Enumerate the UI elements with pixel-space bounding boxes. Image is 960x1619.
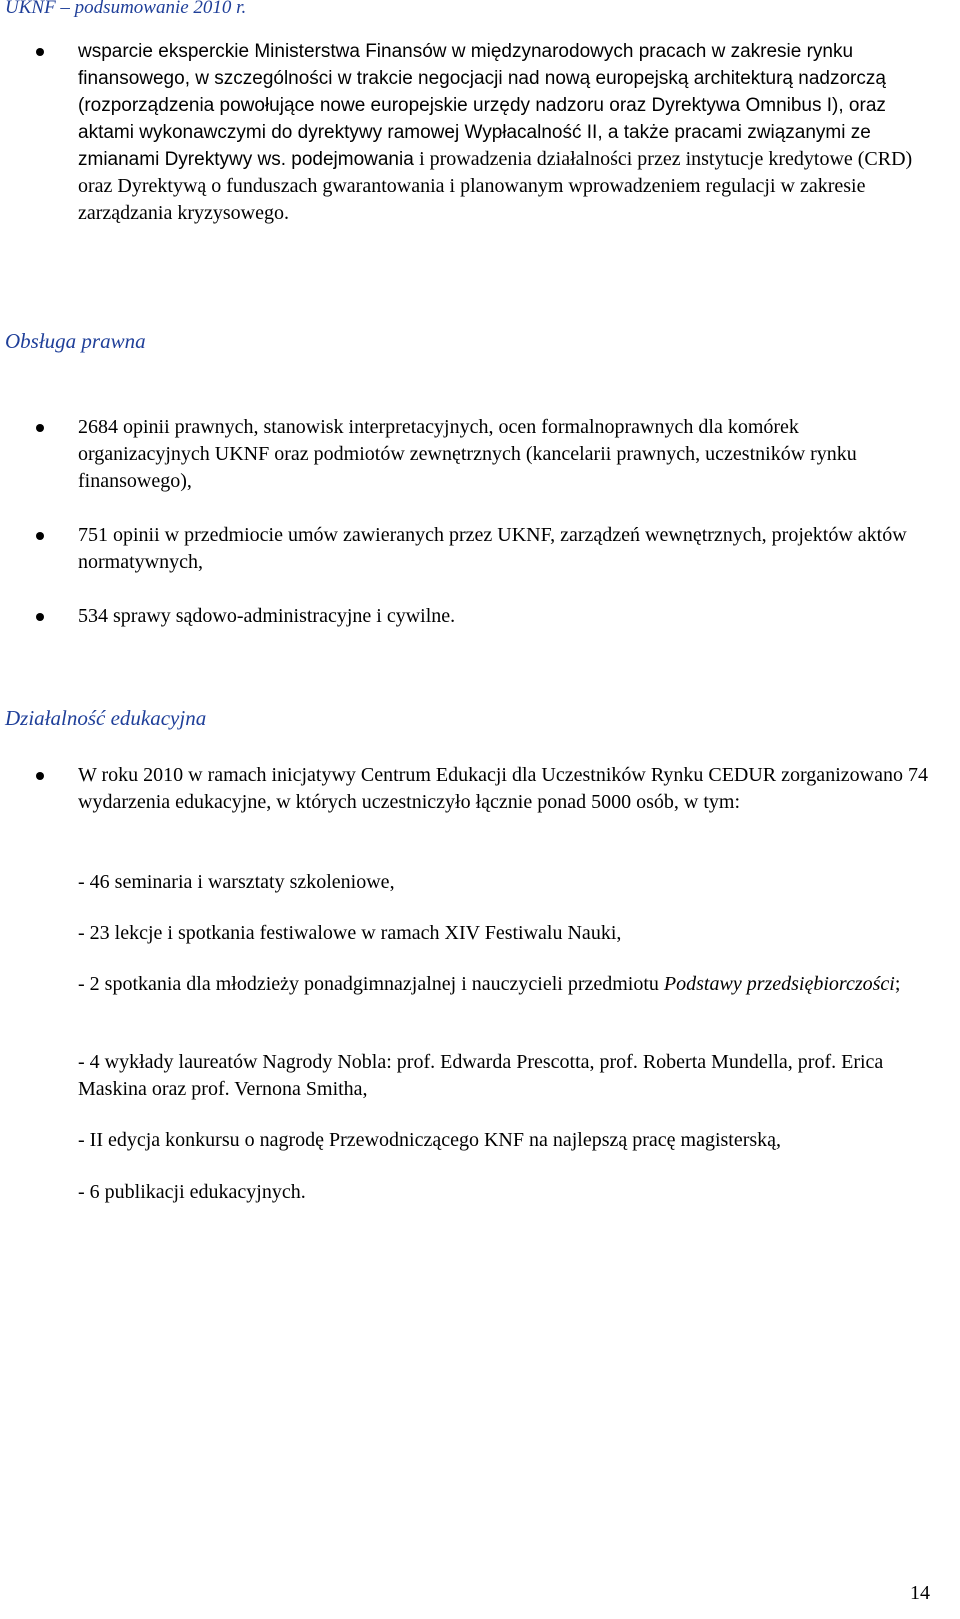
- intro-list: [0, 38, 930, 227]
- sub-item-text: ;: [894, 973, 901, 995]
- education-intro-text: W roku 2010 w ramach inicjatywy Centrum Edukacji dla Uczestników Rynku CEDUR zorganizowano 74 wydarzenia edukacyjne, w których uczestniczyło łącznie ponad 5000 osób, w tym:: [78, 764, 928, 813]
- bullet-icon: [36, 48, 44, 56]
- legal-item-text: 2684 opinii prawnych, stanowisk interpretacyjnych, ocen formalnoprawnych dla komórek organizacyjnych UKNF oraz podmiotów zewnętrznych (kancelarii prawnych, uczestników rynku finansowego),: [78, 416, 857, 492]
- legal-list-3: [0, 603, 930, 630]
- page-number: 14: [910, 1582, 930, 1604]
- education-sub-item: [78, 971, 938, 998]
- list-item: [0, 522, 930, 576]
- education-sub-item: - II edycja konkursu o nagrodę Przewodniczącego KNF na najlepszą pracę magisterską,: [78, 1129, 782, 1151]
- intro-text-part1: wsparcie eksperckie Ministerstwa Finansów w międzynarodowych pracach w zakresie rynku finansowego, w szczególności w trakcie negocjacji nad nową europejską architekturą nadzorczą (rozporządzenia powołujące nowe europejskie urzędy nadzoru oraz Dyrektywa Omnibus I), oraz aktami wykonawczymi do dyrektywy ramowej Wypłacalność II, a także pracami związanymi ze zmianami Dyrektywy ws. podejmowania: [78, 41, 886, 170]
- page-header: UKNF – podsumowanie 2010 r.: [5, 0, 247, 18]
- intro-text-part2: i prowadzenia działalności przez instytucje kredytowe (CRD) oraz Dyrektywą o funduszach gwarantowania i planowanym wprowadzeniem regulacji w zakresie zarządzania kryzysowego.: [78, 148, 913, 224]
- sub-item-italic-text: Podstawy przedsiębiorczości: [663, 973, 895, 995]
- intro-text: [78, 38, 930, 227]
- legal-item-text: 751 opinii w przedmiocie umów zawieranych przez UKNF, zarządzeń wewnętrznych, projektów aktów normatywnych,: [78, 524, 907, 573]
- list-item: [0, 414, 930, 495]
- sub-item-text: - 2 spotkania dla młodzieży ponadgimnazjalnej i nauczycieli przedmiotu: [78, 973, 664, 995]
- bullet-icon: [36, 424, 44, 432]
- legal-item-text: 534 sprawy sądowo-administracyjne i cywilne.: [78, 605, 456, 627]
- list-item: [0, 603, 930, 630]
- education-sub-item: - 4 wykłady laureatów Nagrody Nobla: prof. Edwarda Prescotta, prof. Roberta Mundella, prof. Erica Maskina oraz prof. Vernona Smitha,: [78, 1051, 884, 1100]
- education-sub-item: - 23 lekcje i spotkania festiwalowe w ramach XIV Festiwalu Nauki,: [78, 922, 622, 944]
- bullet-icon: [36, 772, 44, 780]
- education-sub-item: - 46 seminaria i warsztaty szkoleniowe,: [78, 871, 395, 893]
- education-list: [0, 762, 930, 816]
- education-sub-item: - 6 publikacji edukacyjnych.: [78, 1181, 306, 1203]
- bullet-icon: [36, 532, 44, 540]
- bullet-icon: [36, 613, 44, 621]
- section-heading-education: Działalność edukacyjna: [5, 706, 207, 730]
- list-item: [0, 38, 930, 227]
- list-item: [0, 762, 930, 816]
- section-heading-legal: Obsługa prawna: [5, 329, 146, 353]
- legal-list: [0, 414, 930, 495]
- legal-list-2: [0, 522, 930, 576]
